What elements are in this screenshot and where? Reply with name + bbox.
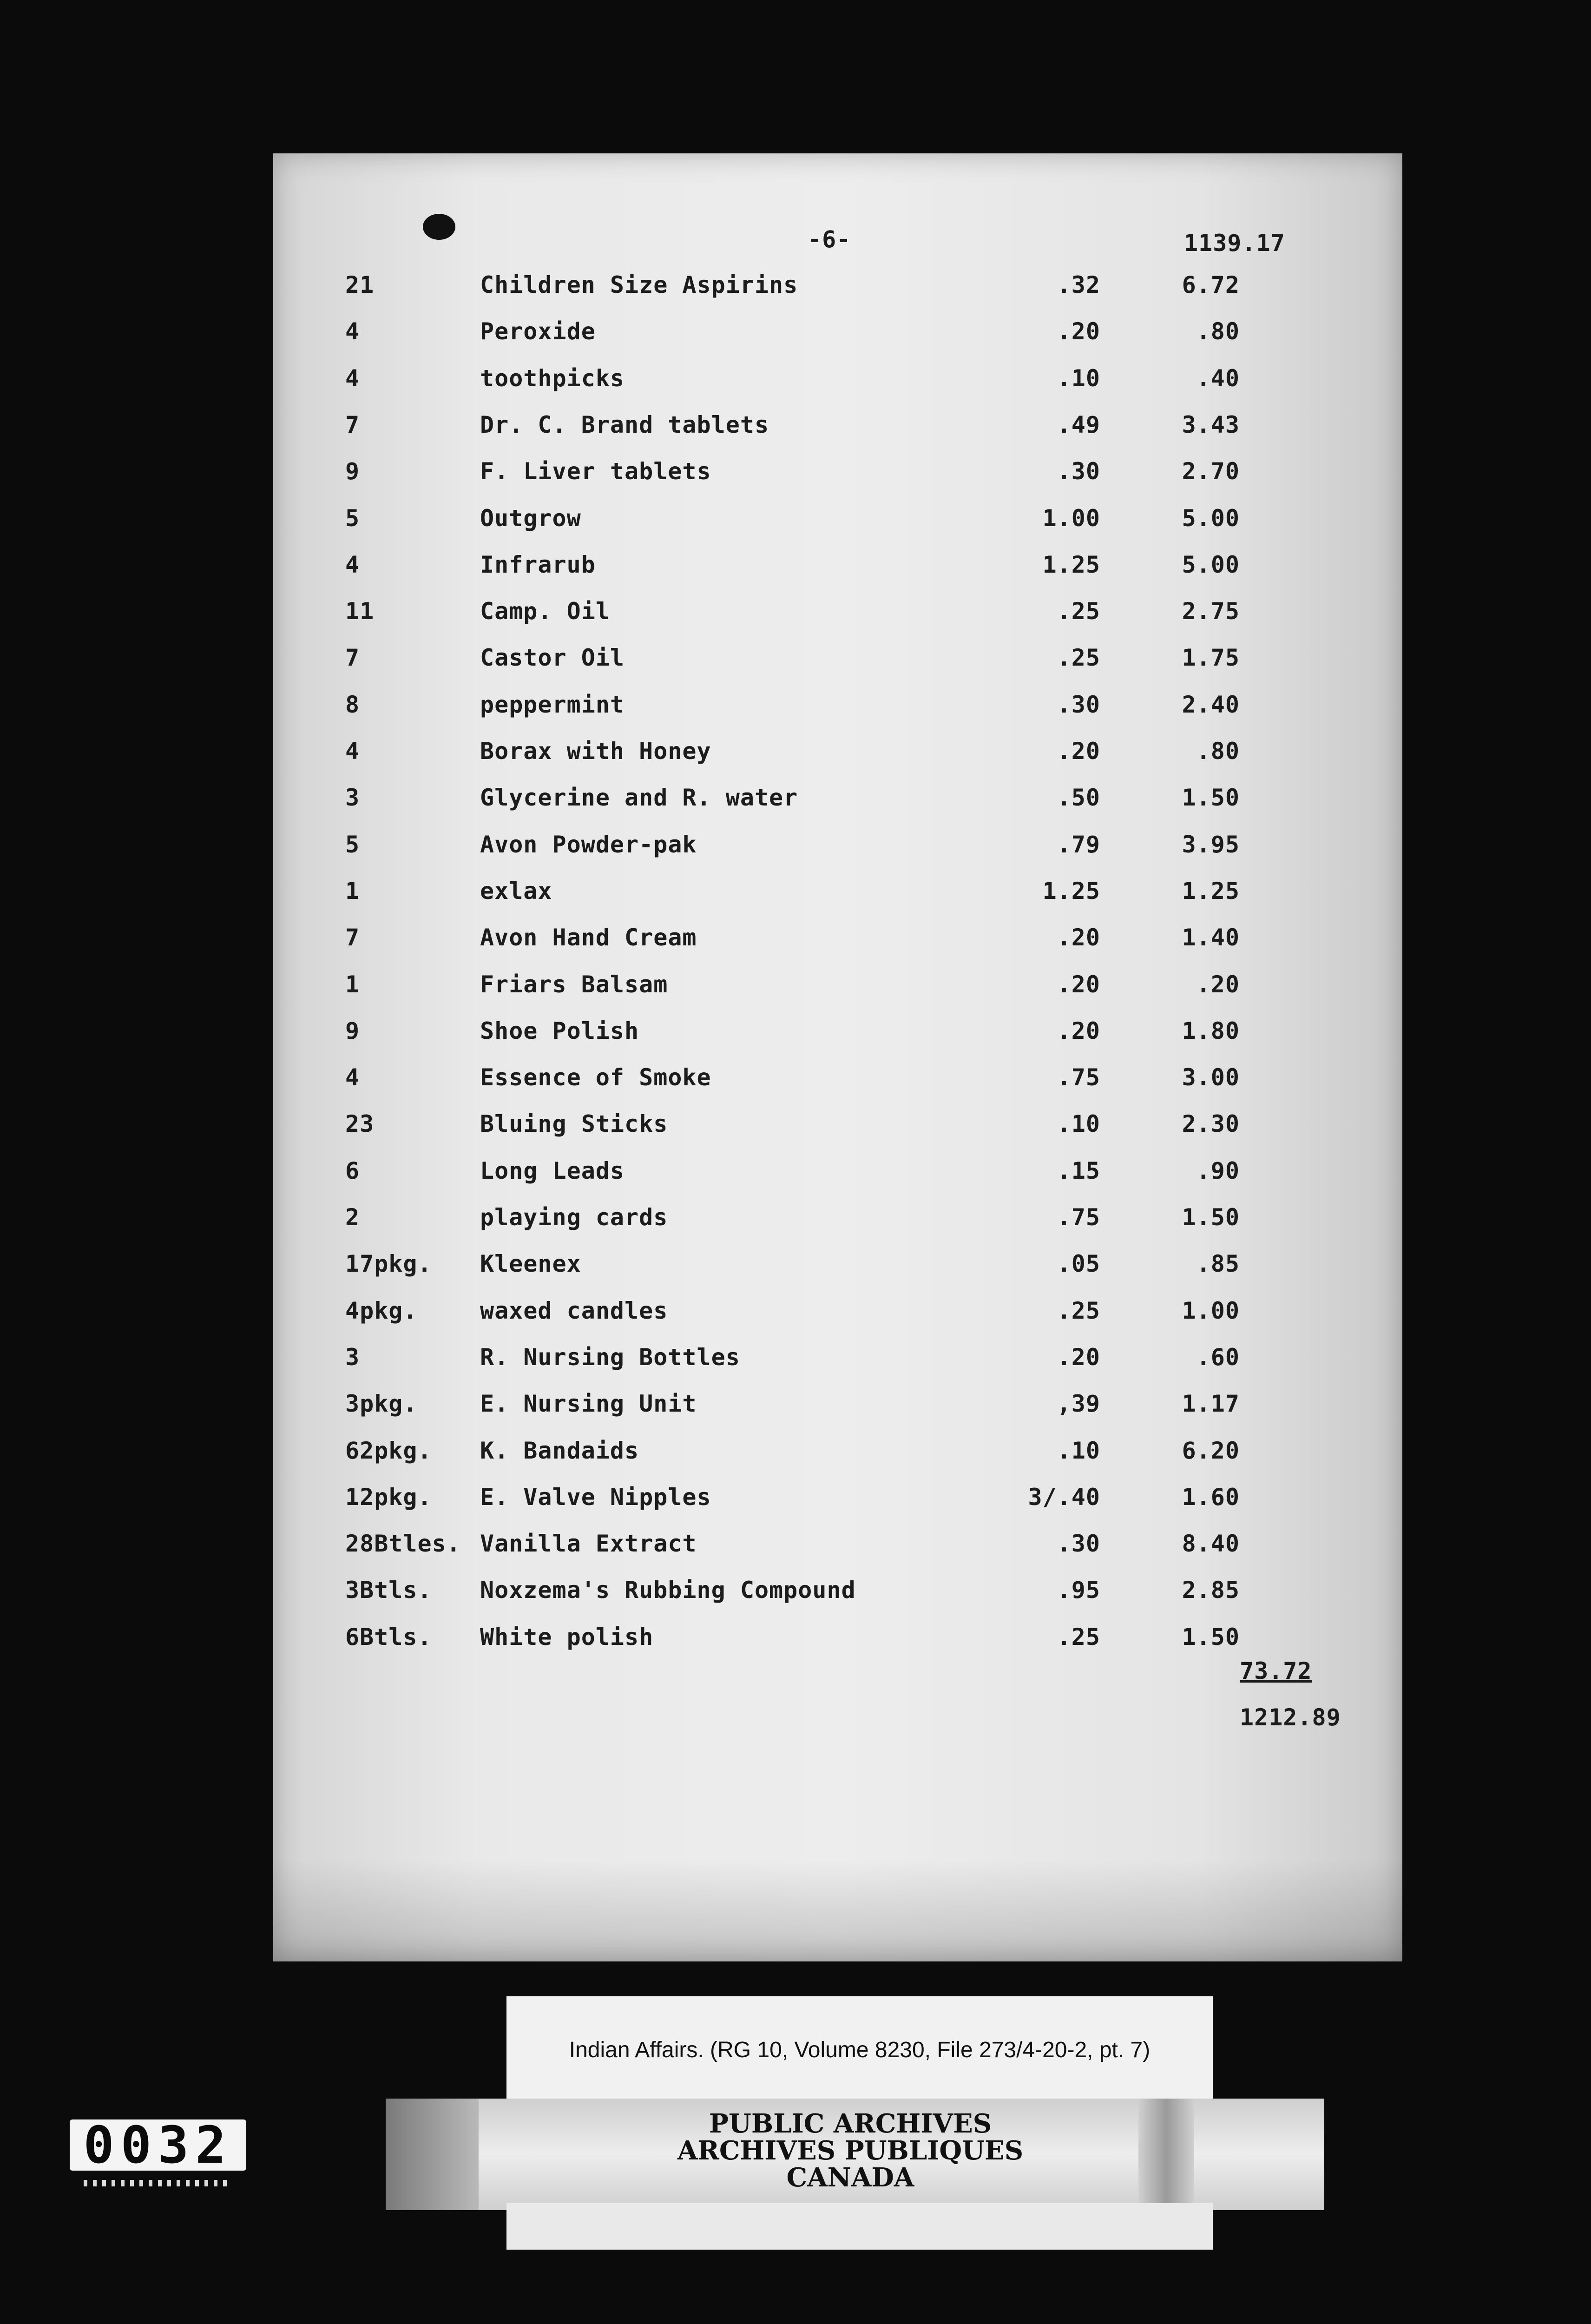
row-item: Long Leads — [480, 1157, 625, 1184]
row-item: Peroxide — [480, 318, 596, 345]
row-amount: 2.85 — [1182, 1577, 1240, 1604]
stamp-band-fold — [1138, 2099, 1194, 2210]
row-item: toothpicks — [480, 365, 625, 392]
row-item: Essence of Smoke — [480, 1064, 711, 1091]
row-unit-price: .95 — [1057, 1577, 1100, 1604]
row-item: exlax — [480, 878, 552, 905]
row-amount: 5.00 — [1182, 551, 1240, 578]
row-qty: 1 — [345, 971, 360, 998]
row-unit-price: 1.25 — [1042, 878, 1100, 905]
row-amount: .90 — [1196, 1157, 1240, 1184]
row-item: Shoe Polish — [480, 1017, 639, 1044]
row-qty: 4 — [345, 318, 360, 345]
row-unit-price: .49 — [1057, 411, 1100, 438]
row-item: Camp. Oil — [480, 598, 610, 625]
row-amount: .80 — [1196, 738, 1240, 765]
row-unit-price: .30 — [1057, 458, 1100, 485]
row-item: K. Bandaids — [480, 1437, 639, 1464]
row-amount: 6.20 — [1182, 1437, 1240, 1464]
row-qty: 3Btls. — [345, 1577, 432, 1604]
row-qty: 4pkg. — [345, 1297, 418, 1324]
row-amount: 1.40 — [1182, 924, 1240, 951]
row-qty: 11 — [345, 598, 375, 625]
film-edge-ticks — [84, 2180, 232, 2186]
row-amount: .85 — [1196, 1250, 1240, 1277]
row-item: Avon Powder-pak — [480, 831, 697, 858]
stamp-line-1: PUBLIC ARCHIVES — [709, 2108, 992, 2139]
row-qty: 7 — [345, 411, 360, 438]
row-unit-price: .20 — [1057, 924, 1100, 951]
row-amount: 2.40 — [1182, 691, 1240, 718]
row-item: E. Valve Nipples — [480, 1484, 711, 1511]
document-page — [273, 153, 1402, 1961]
row-qty: 5 — [345, 831, 360, 858]
punch-hole — [423, 214, 455, 240]
row-qty: 7 — [345, 644, 360, 671]
row-qty: 6Btls. — [345, 1624, 432, 1651]
row-amount: 2.70 — [1182, 458, 1240, 485]
row-unit-price: .25 — [1057, 598, 1100, 625]
stamp-line-3: CANADA — [786, 2162, 914, 2193]
frame-number-text: 0032 — [83, 2115, 233, 2175]
row-unit-price: 1.00 — [1042, 505, 1100, 532]
row-qty: 4 — [345, 1064, 360, 1091]
running-total: 1212.89 — [1240, 1704, 1341, 1731]
row-amount: 3.95 — [1182, 831, 1240, 858]
row-unit-price: .15 — [1057, 1157, 1100, 1184]
archive-reference-text: Indian Affairs. (RG 10, Volume 8230, File 273/4-20-2, pt. 7) — [569, 2037, 1151, 2062]
row-qty: 9 — [345, 1017, 360, 1044]
row-amount: 1.50 — [1182, 1624, 1240, 1651]
stamp-lower-strip — [506, 2203, 1213, 2250]
row-qty: 3 — [345, 784, 360, 811]
row-item: Bluing Sticks — [480, 1110, 668, 1137]
archive-stamp — [618, 2110, 1083, 2191]
page-total: 73.72 — [1240, 1657, 1312, 1684]
row-item: Vanilla Extract — [480, 1530, 697, 1557]
row-item: Noxzema's Rubbing Compound — [480, 1577, 856, 1604]
row-qty: 6 — [345, 1157, 360, 1184]
row-unit-price: .32 — [1057, 271, 1100, 298]
row-qty: 23 — [345, 1110, 375, 1137]
row-unit-price: 1.25 — [1042, 551, 1100, 578]
row-qty: 7 — [345, 924, 360, 951]
row-amount: 6.72 — [1182, 271, 1240, 298]
row-amount: 5.00 — [1182, 505, 1240, 532]
stamp-band-shadow — [386, 2099, 479, 2210]
row-unit-price: .10 — [1057, 1437, 1100, 1464]
row-unit-price: .25 — [1057, 644, 1100, 671]
row-amount: 2.30 — [1182, 1110, 1240, 1137]
row-qty: 28Btles. — [345, 1530, 461, 1557]
row-item: Castor Oil — [480, 644, 625, 671]
row-unit-price: .30 — [1057, 1530, 1100, 1557]
row-amount: 3.43 — [1182, 411, 1240, 438]
row-amount: 8.40 — [1182, 1530, 1240, 1557]
row-amount: 3.00 — [1182, 1064, 1240, 1091]
row-qty: 3pkg. — [345, 1390, 418, 1417]
row-qty: 8 — [345, 691, 360, 718]
row-unit-price: .50 — [1057, 784, 1100, 811]
row-amount: 1.25 — [1182, 878, 1240, 905]
row-unit-price: .20 — [1057, 1017, 1100, 1044]
row-amount: .80 — [1196, 318, 1240, 345]
row-unit-price: .20 — [1057, 1344, 1100, 1371]
row-item: Children Size Aspirins — [480, 271, 798, 298]
row-unit-price: .25 — [1057, 1297, 1100, 1324]
row-unit-price: .05 — [1057, 1250, 1100, 1277]
page-number: -6- — [808, 226, 851, 253]
row-item: E. Nursing Unit — [480, 1390, 697, 1417]
row-unit-price: .20 — [1057, 971, 1100, 998]
carried-forward-total: 1139.17 — [1184, 230, 1285, 257]
row-unit-price: .75 — [1057, 1064, 1100, 1091]
row-amount: 2.75 — [1182, 598, 1240, 625]
row-item: Kleenex — [480, 1250, 581, 1277]
row-item: White polish — [480, 1624, 654, 1651]
row-qty: 17pkg. — [345, 1250, 432, 1277]
row-qty: 2 — [345, 1204, 360, 1231]
row-item: Glycerine and R. water — [480, 784, 798, 811]
row-amount: 1.00 — [1182, 1297, 1240, 1324]
row-qty: 5 — [345, 505, 360, 532]
row-qty: 4 — [345, 551, 360, 578]
row-amount: 1.50 — [1182, 784, 1240, 811]
row-unit-price: .75 — [1057, 1204, 1100, 1231]
row-qty: 4 — [345, 738, 360, 765]
row-item: Outgrow — [480, 505, 581, 532]
row-item: Borax with Honey — [480, 738, 711, 765]
row-item: F. Liver tablets — [480, 458, 711, 485]
row-amount: .60 — [1196, 1344, 1240, 1371]
row-qty: 4 — [345, 365, 360, 392]
row-qty: 3 — [345, 1344, 360, 1371]
row-qty: 62pkg. — [345, 1437, 432, 1464]
row-item: Infrarub — [480, 551, 596, 578]
row-unit-price: .30 — [1057, 691, 1100, 718]
row-amount: 1.80 — [1182, 1017, 1240, 1044]
row-unit-price: .25 — [1057, 1624, 1100, 1651]
row-qty: 12pkg. — [345, 1484, 432, 1511]
row-item: Dr. C. Brand tablets — [480, 411, 769, 438]
row-unit-price: .10 — [1057, 365, 1100, 392]
row-amount: .40 — [1196, 365, 1240, 392]
frame-number — [70, 2115, 246, 2175]
row-amount: 1.60 — [1182, 1484, 1240, 1511]
row-qty: 1 — [345, 878, 360, 905]
row-item: playing cards — [480, 1204, 668, 1231]
row-item: R. Nursing Bottles — [480, 1344, 740, 1371]
row-unit-price: .20 — [1057, 318, 1100, 345]
row-unit-price: .20 — [1057, 738, 1100, 765]
row-qty: 9 — [345, 458, 360, 485]
row-item: Friars Balsam — [480, 971, 668, 998]
row-unit-price: ,39 — [1057, 1390, 1100, 1417]
row-item: peppermint — [480, 691, 625, 718]
row-amount: 1.50 — [1182, 1204, 1240, 1231]
row-item: waxed candles — [480, 1297, 668, 1324]
row-qty: 21 — [345, 271, 375, 298]
row-unit-price: .79 — [1057, 831, 1100, 858]
row-amount: .20 — [1196, 971, 1240, 998]
row-item: Avon Hand Cream — [480, 924, 697, 951]
row-unit-price: .10 — [1057, 1110, 1100, 1137]
stamp-line-2: ARCHIVES PUBLIQUES — [677, 2135, 1024, 2166]
row-unit-price: 3/.40 — [1028, 1484, 1100, 1511]
archive-reference-label — [506, 1996, 1213, 2103]
row-amount: 1.75 — [1182, 644, 1240, 671]
row-amount: 1.17 — [1182, 1390, 1240, 1417]
